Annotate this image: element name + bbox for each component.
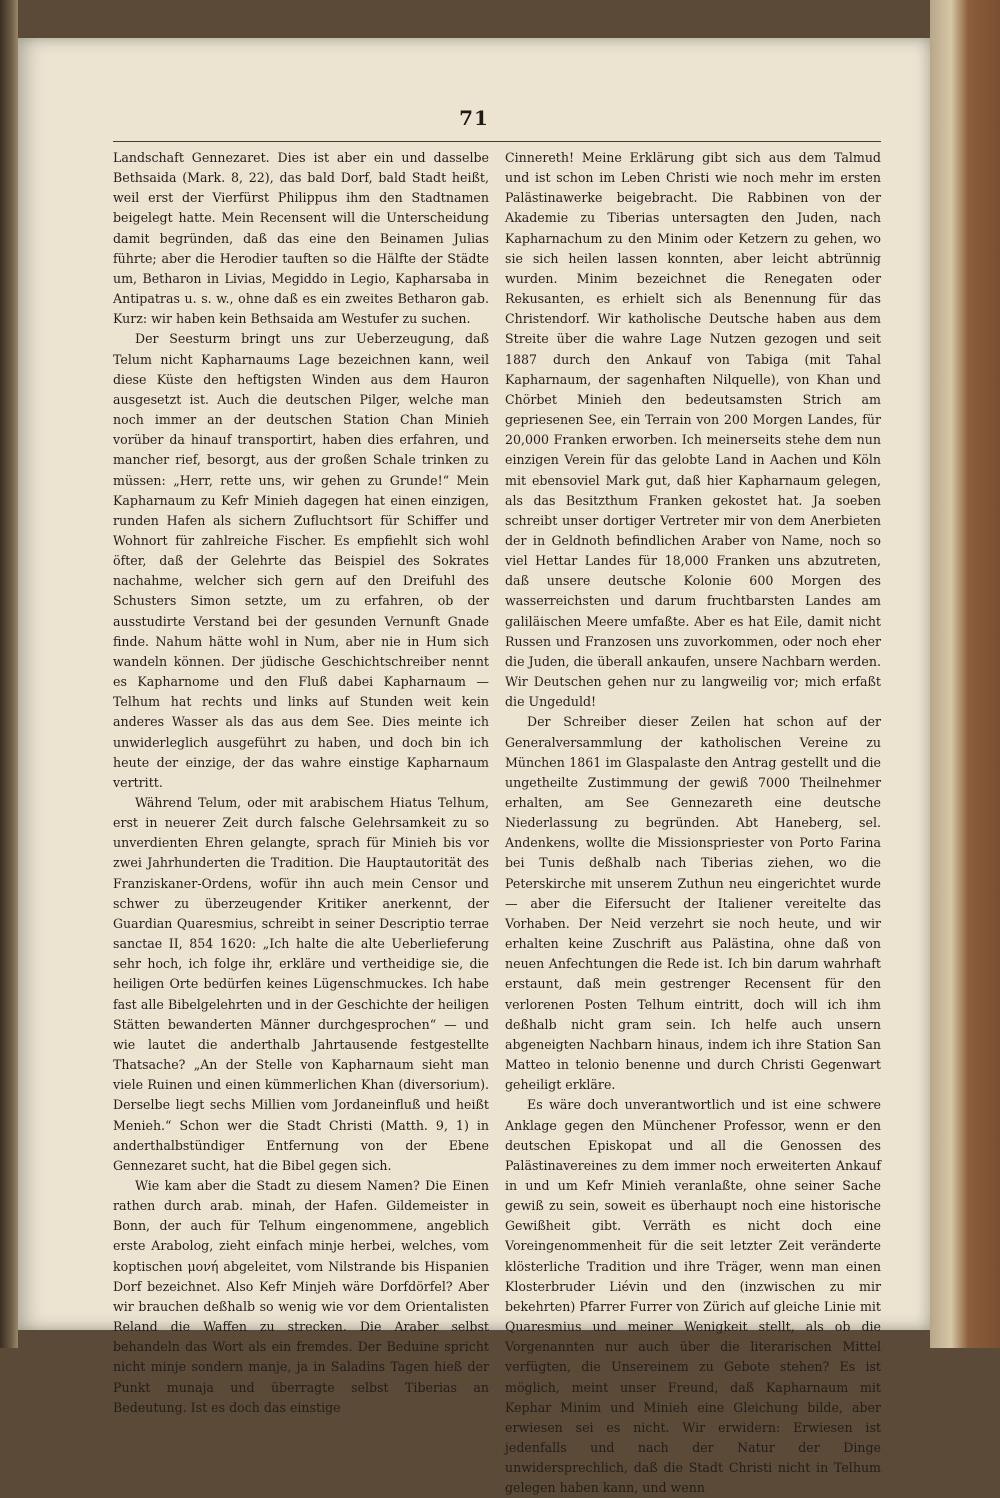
right-column	[505, 148, 881, 1498]
paragraph: Cinnereth! Meine Erklärung gibt sich aus dem Talmud und ist schon im Leben Christi wie noch mehr im ersten Palästinawerke beigebracht. Die Rabbinen von der Akademie zu Tiberias untersagten den Juden, nach Kapharnachum zu den Minim oder Ketzern zu gehen, wo sie sich heilen lassen konnten, aber leicht abtrünnig wurden. Minim bezeichnet die Renegaten oder Rekusanten, es erhielt sich als Benennung für das Christendorf. Wir katholische Deutsche haben aus dem Streite über die wahre Lage Nutzen gezogen und seit 1887 durch den Ankauf von Tabiga (mit Tahal Kapharnaum, der sagenhaften Nilquelle), von Khan und Chörbet Minieh den bedeutsamsten Strich am gepriesenen See, ein Terrain von 200 Morgen Landes, für 20,000 Franken erworben. Ich meinerseits stehe dem nun einzigen Verein für das gelobte Land in Aachen und Köln mit ebensoviel Mark gut, daß hier Kapharnaum gelegen, als das Besitzthum Franken gekostet hat. Ja soeben schreibt unser dortiger Vertreter mir von dem Anerbieten der in Geldnoth befindlichen Araber von Name, noch so viel Hettar Landes für 18,000 Franken uns abzutreten, daß unsere deutsche Kolonie 600 Morgen des wasserreichsten und darum fruchtbarsten Landes am galiläischen Meere umfaßte. Aber es hat Eile, damit nicht Russen und Franzosen uns zuvorkommen, oder noch eher die Juden, die überall ankaufen, unsere Nachbarn werden. Wir Deutschen gehen nur zu langweilig vor; mich erfaßt die Ungeduld!	[505, 150, 881, 710]
paragraph: Der Seesturm bringt uns zur Ueberzeugung, daß Telum nicht Kapharnaums Lage bezeichnen kann, weil diese Küste den heftigsten Winden aus dem Hauron ausgesetzt ist. Auch die deutschen Pilger, welche man noch immer an der deutschen Station Chan Minieh vorüber da hinauf transportirt, haben dies erfahren, und mancher rief, besorgt, aus der großen Schale trinken zu müssen: „Herr, rette uns, wir gehen zu Grunde!“ Mein Kapharnaum zu Kefr Minieh dagegen hat einen einzigen, runden Hafen als sichern Zufluchtsort für Schiffer und Wohnort für zahlreiche Fischer. Es empfiehlt sich wohl öfter, daß der Gelehrte das Beispiel des Sokrates nachahme, welcher sich gern auf den Dreifuhl des Schusters Simon setzte, um zu erfahren, ob der ausstudirte Verstand bei der gesunden Vernunft Gnade finde. Nahum hätte wohl in Num, aber nie in Hum sich wandeln können. Der jüdische Geschichtschreiber nennt es Kapharnome und den Fluß dabei Kapharnaum — Telhum hat rechts und links auf Stunden weit kein anderes Wasser als das aus dem See. Dies meinte ich unwiderleglich ausgeführt zu haben, und doch bin ich heute der einzige, der das wahre einstige Kapharnaum vertritt.	[113, 331, 489, 790]
book-page	[18, 38, 930, 1496]
paragraph: Der Schreiber dieser Zeilen hat schon auf der Generalversammlung der katholischen Vereine zu München 1861 im Glaspalaste den Antrag gestellt und die ungetheilte Zustimmung der gewiß 7000 Theilnehmer erhalten, am See Gennezareth eine deutsche Niederlassung zu begründen. Abt Haneberg, sel. Andenkens, wollte die Missionspriester von Porto Farina bei Tunis deßhalb nach Tiberias ziehen, wo die Peterskirche mit unserem Zuthun neu eingerichtet wurde — aber die Eifersucht der Italiener vereitelte das Vorhaben. Der Neid verzehrt sie noch heute, und wir erhalten keine Zuschrift aus Palästina, ohne daß von neuen Anfechtungen die Rede ist. Ich bin darum wahrhaft erstaunt, daß mein gestrenger Recensent für den verlorenen Posten Telhum eintritt, doch will ich ihm deßhalb nicht gram sein. Ich helfe auch unsern abgeneigten Nachbarn hinaus, indem ich ihre Station San Matteo in telonio benenne und durch Christi Gegenwart geheiligt erkläre.	[505, 714, 881, 1093]
paragraph: Während Telum, oder mit arabischem Hiatus Telhum, erst in neuerer Zeit durch falsche Gelehrsamkeit zu so unverdienten Ehren gelangte, sprach für Minieh bis vor zwei Jahrhunderten die Tradition. Die Hauptautorität des Franziskaner-Ordens, wofür ihn auch mein Censor und schwer zu überzeugender Kritiker anerkennt, der Guardian Quaresmius, schreibt in seiner Descriptio terrae sanctae II, 854 1620: „Ich halte die alte Ueberlieferung sehr hoch, ich folge ihr, erkläre und vertheidige sie, die heiligen Orte bedürfen keines Lügenschmuckes. Ich habe fast alle Bibelgelehrten und in der Geschichte der heiligen Stätten bewanderten Männer durchgesprochen“ — und wie lautet die anderthalb Jahrtausende festgestellte Thatsache? „An der Stelle von Kapharnaum sieht man viele Ruinen und einen kümmerlichen Khan (diversorium). Derselbe liegt sechs Millien vom Jordaneinfluß und heißt Menieh.“ Schon wer die Stadt Christi (Matth. 9, 1) in anderthalbstündiger Entfernung von der Ebene Gennezaret sucht, hat die Bibel gegen sich.	[113, 795, 489, 1173]
paragraph: Landschaft Gennezaret. Dies ist aber ein und dasselbe Bethsaida (Mark. 8, 22), das bald Dorf, bald Stadt heißt, weil erst der Vierfürst Philippus ihm den Stadtnamen beigelegt hatte. Mein Recensent will die Unterscheidung damit begründen, daß das eine den Beinamen Julias führte; aber die Herodier tauften so die Hälfte der Städte um, Betharon in Livias, Megiddo in Legio, Kapharsaba in Antipatras u. s. w., ohne daß es ein zweites Betharon gab. Kurz: wir haben kein Bethsaida am Westufer zu suchen.	[113, 150, 489, 327]
page-number: 71	[459, 106, 489, 130]
header-rule	[113, 141, 881, 142]
book-binding-left	[0, 0, 18, 1348]
book-binding-right	[930, 0, 1000, 1348]
paragraph: Wie kam aber die Stadt zu diesem Namen? Die Einen rathen durch arab. minah, der Hafen. Gildemeister in Bonn, der auch für Telhum eingenommene, angeblich erste Arabolog, zieht einfach minje herbei, welches, vom koptischen μονή abgeleitet, vom Nilstrande bis Hispanien Dorf bezeichnet. Also Kefr Minjeh wäre Dorfdörfel? Aber wir brauchen deßhalb so wenig wie vor dem Orientalisten Reland die Waffen zu strecken. Die Araber selbst behandeln das Wort als ein fremdes. Der Beduine spricht nicht minje sondern manje, ja in Saladins Tagen hieß der Punkt munaja und überragte selbst Tiberias an Bedeutung. Ist es doch das einstige	[113, 1177, 489, 1415]
left-column	[113, 148, 489, 1418]
paragraph: Es wäre doch unverantwortlich und ist eine schwere Anklage gegen den Münchener Professor, wenn er den deutschen Episkopat und all die Genossen des Palästinavereines zu dem immer noch erweiterten Ankauf in und um Kefr Minieh veranlaßte, ohne seiner Sache gewiß zu sein, soweit es überhaupt noch eine historische Gewißheit gibt. Verräth es nicht doch eine Voreingenommenheit für die seit letzter Zeit veränderte klösterliche Tradition und ihre Träger, wenn man einen Klosterbruder Liévin und den (inzwischen zu mir bekehrten) Pfarrer Furrer von Zürich auf gleiche Linie mit Quaresmius und meiner Wenigkeit stellt, als ob die Vorgenannten nur auch über die literarischen Mittel verfügten, die Unsereinem zu Gebote stehen? Es ist möglich, meint unser Freund, daß Kapharnaum mit Kephar Minim und Minieh eine Gleichung bilde, aber erwiesen sei es nicht. Wir erwidern: Erwiesen ist jedenfalls und nach der Natur der Dinge unwidersprechlich, daß die Stadt Christi nicht in Telhum gelegen haben kann, und wenn	[505, 1097, 881, 1496]
